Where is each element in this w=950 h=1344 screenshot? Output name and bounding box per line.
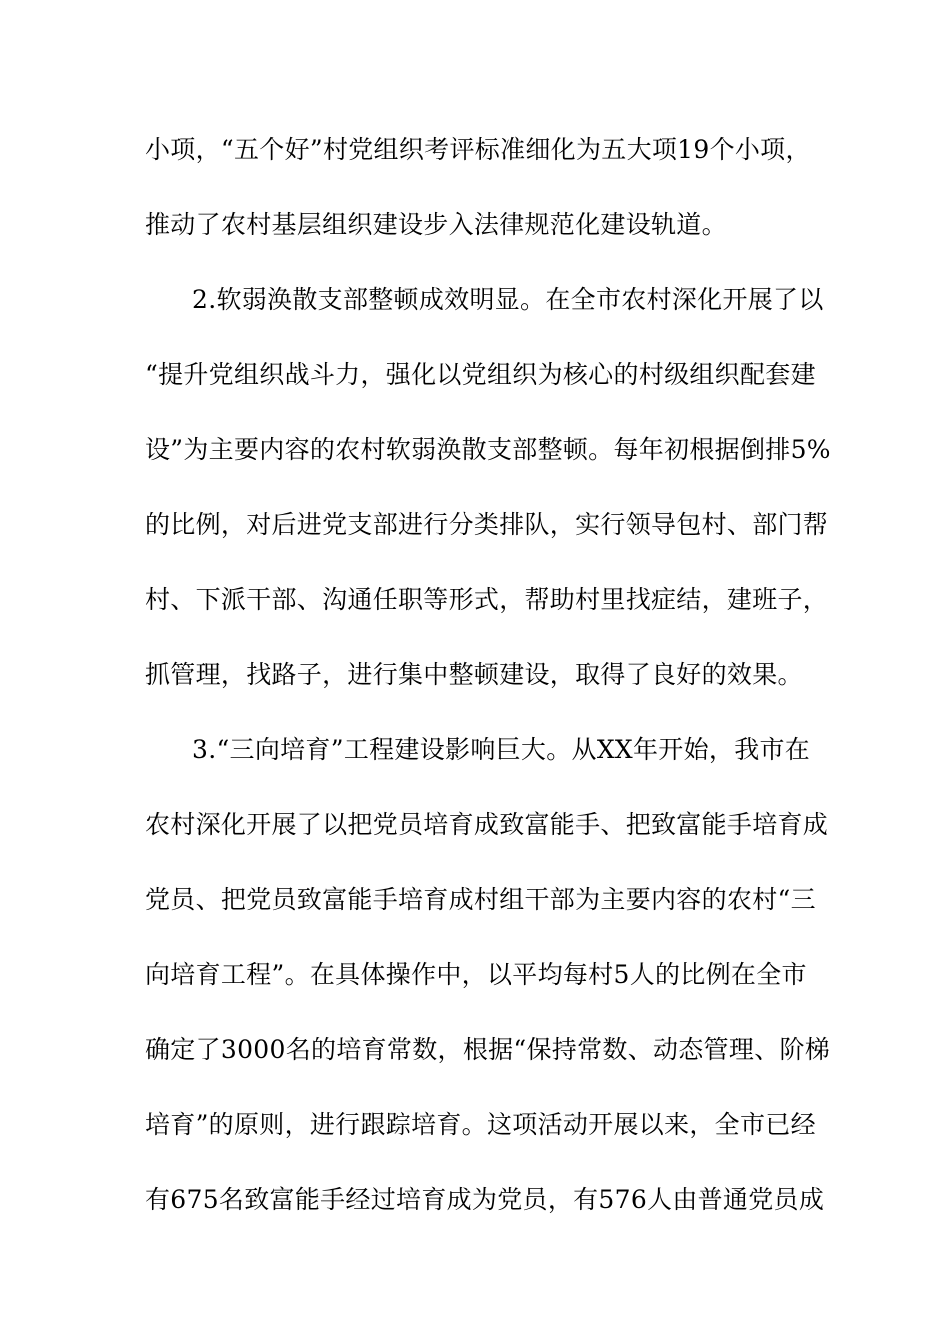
paragraph-start-line: 3.“三向培育”工程建设影响巨大。从XX年开始，我市在 (192, 735, 811, 764)
text-line: 有675名致富能手经过培育成为党员，有576人由普通党员成 (145, 1185, 825, 1214)
text-line: 党员、把党员致富能手培育成村组干部为主要内容的农村“三 (145, 885, 816, 914)
text-line: 农村深化开展了以把党员培育成致富能手、把致富能手培育成 (145, 810, 829, 839)
text-line: “提升党组织战斗力，强化以党组织为核心的村级组织配套建 (145, 360, 816, 389)
text-line: 培育”的原则，进行跟踪培育。这项活动开展以来，全市已经 (145, 1110, 816, 1139)
paragraph-start-line: 2.软弱涣散支部整顿成效明显。在全市农村深化开展了以 (192, 285, 824, 314)
text-line: 向培育工程”。在具体操作中，以平均每村5人的比例在全市 (145, 960, 807, 989)
text-line: 抓管理，找路子，进行集中整顿建设，取得了良好的效果。 (145, 660, 803, 689)
text-line: 的比例，对后进党支部进行分类排队，实行领导包村、部门帮 (145, 510, 829, 539)
text-line: 村、下派干部、沟通任职等形式，帮助村里找症结，建班子， (145, 585, 829, 614)
text-line: 设”为主要内容的农村软弱涣散支部整顿。每年初根据倒排5% (145, 435, 831, 464)
text-line: 确定了3000名的培育常数，根据“保持常数、动态管理、阶梯 (145, 1035, 831, 1064)
text-line: 小项，“五个好”村党组织考评标准细化为五大项19个小项， (145, 135, 811, 164)
text-line: 推动了农村基层组织建设步入法律规范化建设轨道。 (145, 210, 727, 239)
